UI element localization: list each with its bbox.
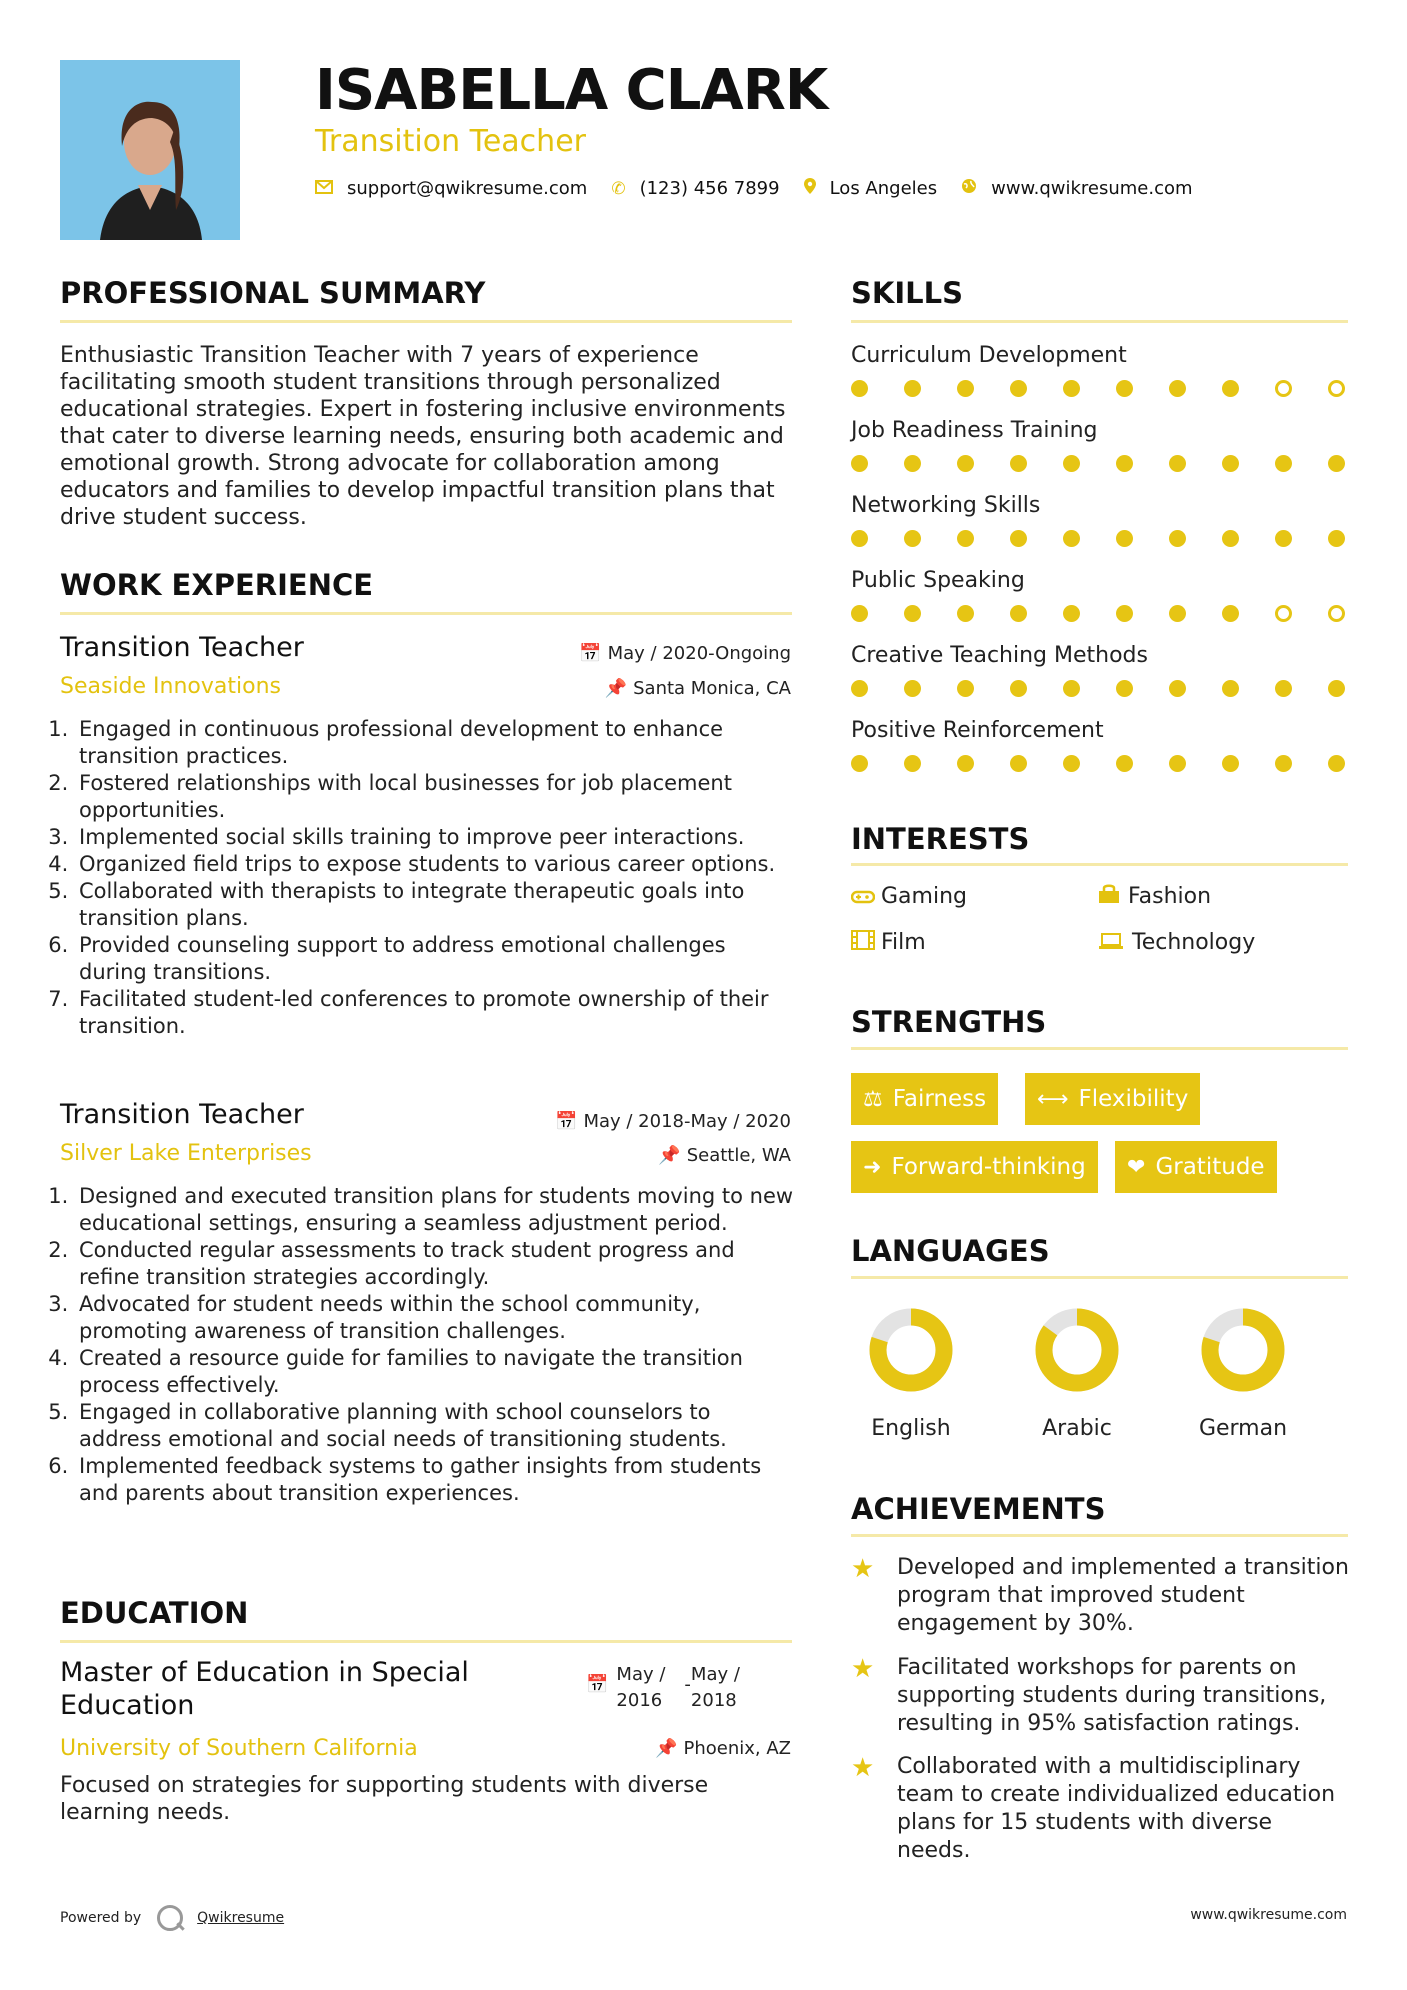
section-divider (851, 320, 1348, 323)
strength-badge (851, 1073, 998, 1125)
strengths-heading: STRENGTHS (851, 1005, 1047, 1039)
achievement-text: Collaborated with a multidisciplinary team to create individualized education plans for 15 students with diverse needs. (897, 1754, 1336, 1863)
duty-item: 5. Collaborated with therapists to integrate therapeutic goals into transition plans. (75, 878, 795, 932)
duty-item: 3. Advocated for student needs within the school community, promoting awareness of transition challenges. (75, 1291, 795, 1345)
languages-list (846, 1306, 1356, 1446)
interest-label: Film (881, 930, 926, 955)
rating-dot-filled (1010, 755, 1027, 772)
rating-dot-filled (1169, 680, 1186, 697)
strength-label: Gratitude (1155, 1154, 1265, 1180)
duty-item: 2. Conducted regular assessments to track student progress and refine transition strategies accordingly. (75, 1237, 795, 1291)
rating-dot-filled (1169, 530, 1186, 547)
rating-dot-filled (1169, 605, 1186, 622)
rating-dot-empty (1328, 380, 1345, 397)
rating-dot-filled (1275, 680, 1292, 697)
pushpin-icon: 📌 (658, 1145, 681, 1166)
rating-dot-filled (1328, 680, 1345, 697)
language-label: Arabic (1042, 1416, 1112, 1441)
education-school: University of Southern California (60, 1736, 418, 1761)
rating-dot-filled (1063, 455, 1080, 472)
section-divider (851, 1276, 1348, 1279)
star-icon: ★ (851, 1654, 875, 1684)
phone-icon: ✆ (611, 178, 626, 199)
rating-dot-filled (1275, 530, 1292, 547)
job-company: Silver Lake Enterprises (60, 1141, 312, 1166)
interest-item (1098, 884, 1211, 909)
job-dates (555, 1111, 791, 1132)
skill-rating (851, 605, 1351, 622)
rating-dot-filled (1116, 530, 1133, 547)
interest-label: Gaming (881, 884, 967, 909)
rating-dot-filled (1010, 380, 1027, 397)
film-icon (851, 930, 881, 955)
rating-dot-filled (1010, 455, 1027, 472)
rating-dot-filled (851, 530, 868, 547)
job-company: Seaside Innovations (60, 674, 281, 699)
candidate-title: Transition Teacher (315, 124, 586, 159)
skill-name: Networking Skills (851, 493, 1041, 518)
pushpin-icon: 📌 (604, 678, 628, 699)
interest-label: Fashion (1128, 884, 1212, 909)
globe-icon (961, 178, 977, 199)
education-location-text: Phoenix, AZ (683, 1738, 791, 1759)
job-title: Transition Teacher (60, 1099, 304, 1130)
rating-dot-filled (904, 680, 921, 697)
rating-dot-filled (1328, 530, 1345, 547)
rating-dot-empty (1328, 605, 1345, 622)
contact-bar (315, 178, 1217, 199)
section-divider (851, 1047, 1348, 1050)
section-divider (60, 320, 792, 323)
skill-name: Creative Teaching Methods (851, 643, 1148, 668)
job-dates-text: May / 2020-Ongoing (607, 643, 791, 664)
rating-dot-filled (904, 530, 921, 547)
rating-dot-filled (1010, 680, 1027, 697)
contact-phone[interactable]: (123) 456 7899 (639, 178, 780, 199)
skill-rating (851, 530, 1351, 547)
language-item (1012, 1306, 1142, 1441)
skill-rating (851, 380, 1351, 397)
rating-dot-filled (957, 530, 974, 547)
footer-branding (60, 1905, 284, 1931)
rating-dot-empty (1275, 380, 1292, 397)
brand-link[interactable]: Qwikresume (197, 1910, 285, 1926)
rating-dot-filled (904, 755, 921, 772)
achievements-heading: ACHIEVEMENTS (851, 1492, 1106, 1526)
duty-item: 1. Engaged in continuous professional development to enhance transition practices. (75, 716, 795, 770)
achievement-text: Developed and implemented a transition program that improved student engagement by 30%. (897, 1555, 1349, 1636)
education-end: May / 2018 (690, 1664, 740, 1711)
job-location-text: Seattle, WA (686, 1145, 791, 1166)
rating-dot-filled (851, 380, 868, 397)
rating-dot-filled (1116, 605, 1133, 622)
duty-item: 7. Facilitated student-led conferences to promote ownership of their transition. (75, 986, 795, 1040)
duties-list (55, 716, 795, 1040)
rating-dot-empty (1275, 605, 1292, 622)
skill-rating (851, 455, 1351, 472)
shopping-bag-icon (1098, 884, 1128, 909)
rating-dot-filled (904, 455, 921, 472)
scale-icon: ⚖ (863, 1086, 883, 1112)
profile-photo (60, 60, 240, 240)
job-dates-text: May / 2018-May / 2020 (583, 1111, 791, 1132)
duty-item: 4. Organized field trips to expose students to various career options. (75, 851, 795, 878)
contact-email[interactable]: support@qwikresume.com (347, 178, 588, 199)
language-label: German (1198, 1416, 1288, 1441)
rating-dot-filled (1169, 380, 1186, 397)
duty-item: 5. Engaged in collaborative planning with school counselors to address emotional and social needs of transitioning students. (75, 1399, 795, 1453)
rating-dot-filled (1010, 605, 1027, 622)
rating-dot-filled (1222, 530, 1239, 547)
job-duties (55, 1183, 795, 1507)
rating-dot-filled (1169, 455, 1186, 472)
rating-dot-filled (1275, 455, 1292, 472)
rating-dot-filled (957, 605, 974, 622)
skill-name: Curriculum Development (851, 343, 1127, 368)
rating-dot-filled (1222, 755, 1239, 772)
interest-item (851, 884, 967, 909)
rating-dot-filled (1063, 605, 1080, 622)
contact-website[interactable]: www.qwikresume.com (991, 178, 1193, 199)
rating-dot-filled (1328, 755, 1345, 772)
rating-dot-filled (1222, 455, 1239, 472)
rating-dot-filled (1063, 530, 1080, 547)
job-location-text: Santa Monica, CA (633, 678, 791, 699)
candidate-name: ISABELLA CLARK (315, 58, 828, 123)
rating-dot-filled (1222, 380, 1239, 397)
duty-item: 4. Created a resource guide for families to navigate the transition process effectively. (75, 1345, 795, 1399)
strength-label: Forward-thinking (891, 1154, 1086, 1180)
education-dates (586, 1662, 747, 1714)
language-ring (1178, 1306, 1308, 1398)
rating-dot-filled (1116, 455, 1133, 472)
star-icon: ★ (851, 1753, 875, 1783)
rating-dot-filled (957, 755, 974, 772)
rating-dot-filled (851, 455, 868, 472)
star-icon: ★ (851, 1554, 875, 1584)
achievement-item (851, 1654, 1351, 1738)
rating-dot-filled (1010, 530, 1027, 547)
powered-by-text: Powered by (60, 1910, 142, 1926)
interests-heading: INTERESTS (851, 822, 1030, 856)
work-heading: WORK EXPERIENCE (60, 568, 374, 602)
qwikresume-logo-icon (157, 1905, 183, 1931)
footer-website[interactable]: www.qwikresume.com (1190, 1907, 1347, 1923)
skill-item (851, 493, 1351, 568)
rating-dot-filled (904, 605, 921, 622)
rating-dot-filled (1116, 380, 1133, 397)
strength-badge (1115, 1141, 1277, 1193)
arrow-right-icon: ➜ (863, 1154, 882, 1180)
pushpin-icon: 📌 (655, 1738, 678, 1759)
duty-item: 3. Implemented social skills training to improve peer interactions. (75, 824, 795, 851)
job-duties (55, 716, 795, 1040)
rating-dot-filled (904, 380, 921, 397)
rating-dot-filled (1063, 380, 1080, 397)
job-title: Transition Teacher (60, 632, 304, 663)
rating-dot-filled (1275, 755, 1292, 772)
calendar-icon: 📅 (555, 1111, 578, 1132)
achievement-item (851, 1554, 1351, 1638)
rating-dot-filled (1328, 455, 1345, 472)
education-description: Focused on strategies for supporting students with diverse learning needs. (60, 1773, 709, 1825)
section-divider (60, 612, 792, 615)
rating-dot-filled (1222, 605, 1239, 622)
strength-label: Fairness (892, 1086, 987, 1112)
rating-dot-filled (1063, 680, 1080, 697)
education-heading: EDUCATION (60, 1596, 249, 1630)
rating-dot-filled (1116, 680, 1133, 697)
duties-list (55, 1183, 795, 1507)
strength-label: Flexibility (1078, 1086, 1189, 1112)
education-degree: Master of Education in Special Education (60, 1657, 469, 1721)
envelope-icon (315, 179, 333, 199)
language-label: English (871, 1416, 951, 1441)
skill-item (851, 418, 1351, 493)
section-divider (60, 1640, 792, 1643)
interest-item (851, 930, 926, 955)
skill-item (851, 343, 1351, 418)
skill-item (851, 643, 1351, 718)
rating-dot-filled (851, 605, 868, 622)
job-location (658, 1145, 791, 1166)
job-dates (579, 643, 791, 664)
skill-name: Job Readiness Training (851, 418, 1098, 443)
contact-location: Los Angeles (829, 178, 938, 199)
education-start: May / 2016 (616, 1664, 666, 1711)
interest-item (1098, 930, 1255, 955)
achievement-text: Facilitated workshops for parents on supporting students during transitions, resulting in 95% satisfaction ratings. (897, 1655, 1327, 1736)
rating-dot-filled (851, 680, 868, 697)
skill-item (851, 568, 1351, 643)
section-divider (851, 863, 1348, 866)
rating-dot-filled (1222, 680, 1239, 697)
map-pin-icon (804, 178, 816, 199)
skill-rating (851, 755, 1351, 772)
language-item (846, 1306, 976, 1441)
rating-dot-filled (1169, 755, 1186, 772)
interest-label: Technology (1132, 930, 1256, 955)
summary-heading: PROFESSIONAL SUMMARY (60, 276, 486, 310)
language-ring (846, 1306, 976, 1398)
gamepad-icon (851, 885, 881, 909)
language-item (1178, 1306, 1308, 1441)
strength-badge (851, 1141, 1098, 1193)
arrows-horizontal-icon: ⟷ (1037, 1086, 1069, 1112)
skill-name: Positive Reinforcement (851, 718, 1104, 743)
skill-rating (851, 680, 1351, 697)
language-ring (1012, 1306, 1142, 1398)
summary-text: Enthusiastic Transition Teacher with 7 years of experience facilitating smooth student transitions through personalized educational strategies. Expert in fostering inclusive environments that cater to diverse learning needs, ensuring both academic and emotional growth. Strong advocate for collaboration among educators and families to develop impactful transition plans that drive student success. (60, 343, 786, 530)
job-location (605, 678, 791, 699)
section-divider (851, 1534, 1348, 1537)
rating-dot-filled (1116, 755, 1133, 772)
skills-heading: SKILLS (851, 276, 963, 310)
calendar-icon: 📅 (586, 1674, 609, 1695)
duty-item: 6. Implemented feedback systems to gather insights from students and parents about transition experiences. (75, 1453, 795, 1507)
languages-heading: LANGUAGES (851, 1234, 1050, 1268)
duty-item: 2. Fostered relationships with local businesses for job placement opportunities. (75, 770, 795, 824)
skill-name: Public Speaking (851, 568, 1025, 593)
rating-dot-filled (1063, 755, 1080, 772)
rating-dot-filled (957, 680, 974, 697)
laptop-icon (1098, 931, 1132, 955)
rating-dot-filled (957, 380, 974, 397)
calendar-icon: 📅 (579, 643, 602, 664)
rating-dot-filled (957, 455, 974, 472)
skills-list (851, 343, 1351, 793)
duty-item: 6. Provided counseling support to address emotional challenges during transitions. (75, 932, 795, 986)
education-location (655, 1738, 791, 1759)
skill-item (851, 718, 1351, 793)
date-separator: - (684, 1674, 691, 1695)
duty-item: 1. Designed and executed transition plans for students moving to new educational settings, ensuring a seamless adjustment period. (75, 1183, 795, 1237)
heart-icon: ❤ (1127, 1154, 1146, 1180)
strength-badge (1025, 1073, 1200, 1125)
achievement-item (851, 1753, 1351, 1865)
rating-dot-filled (851, 755, 868, 772)
